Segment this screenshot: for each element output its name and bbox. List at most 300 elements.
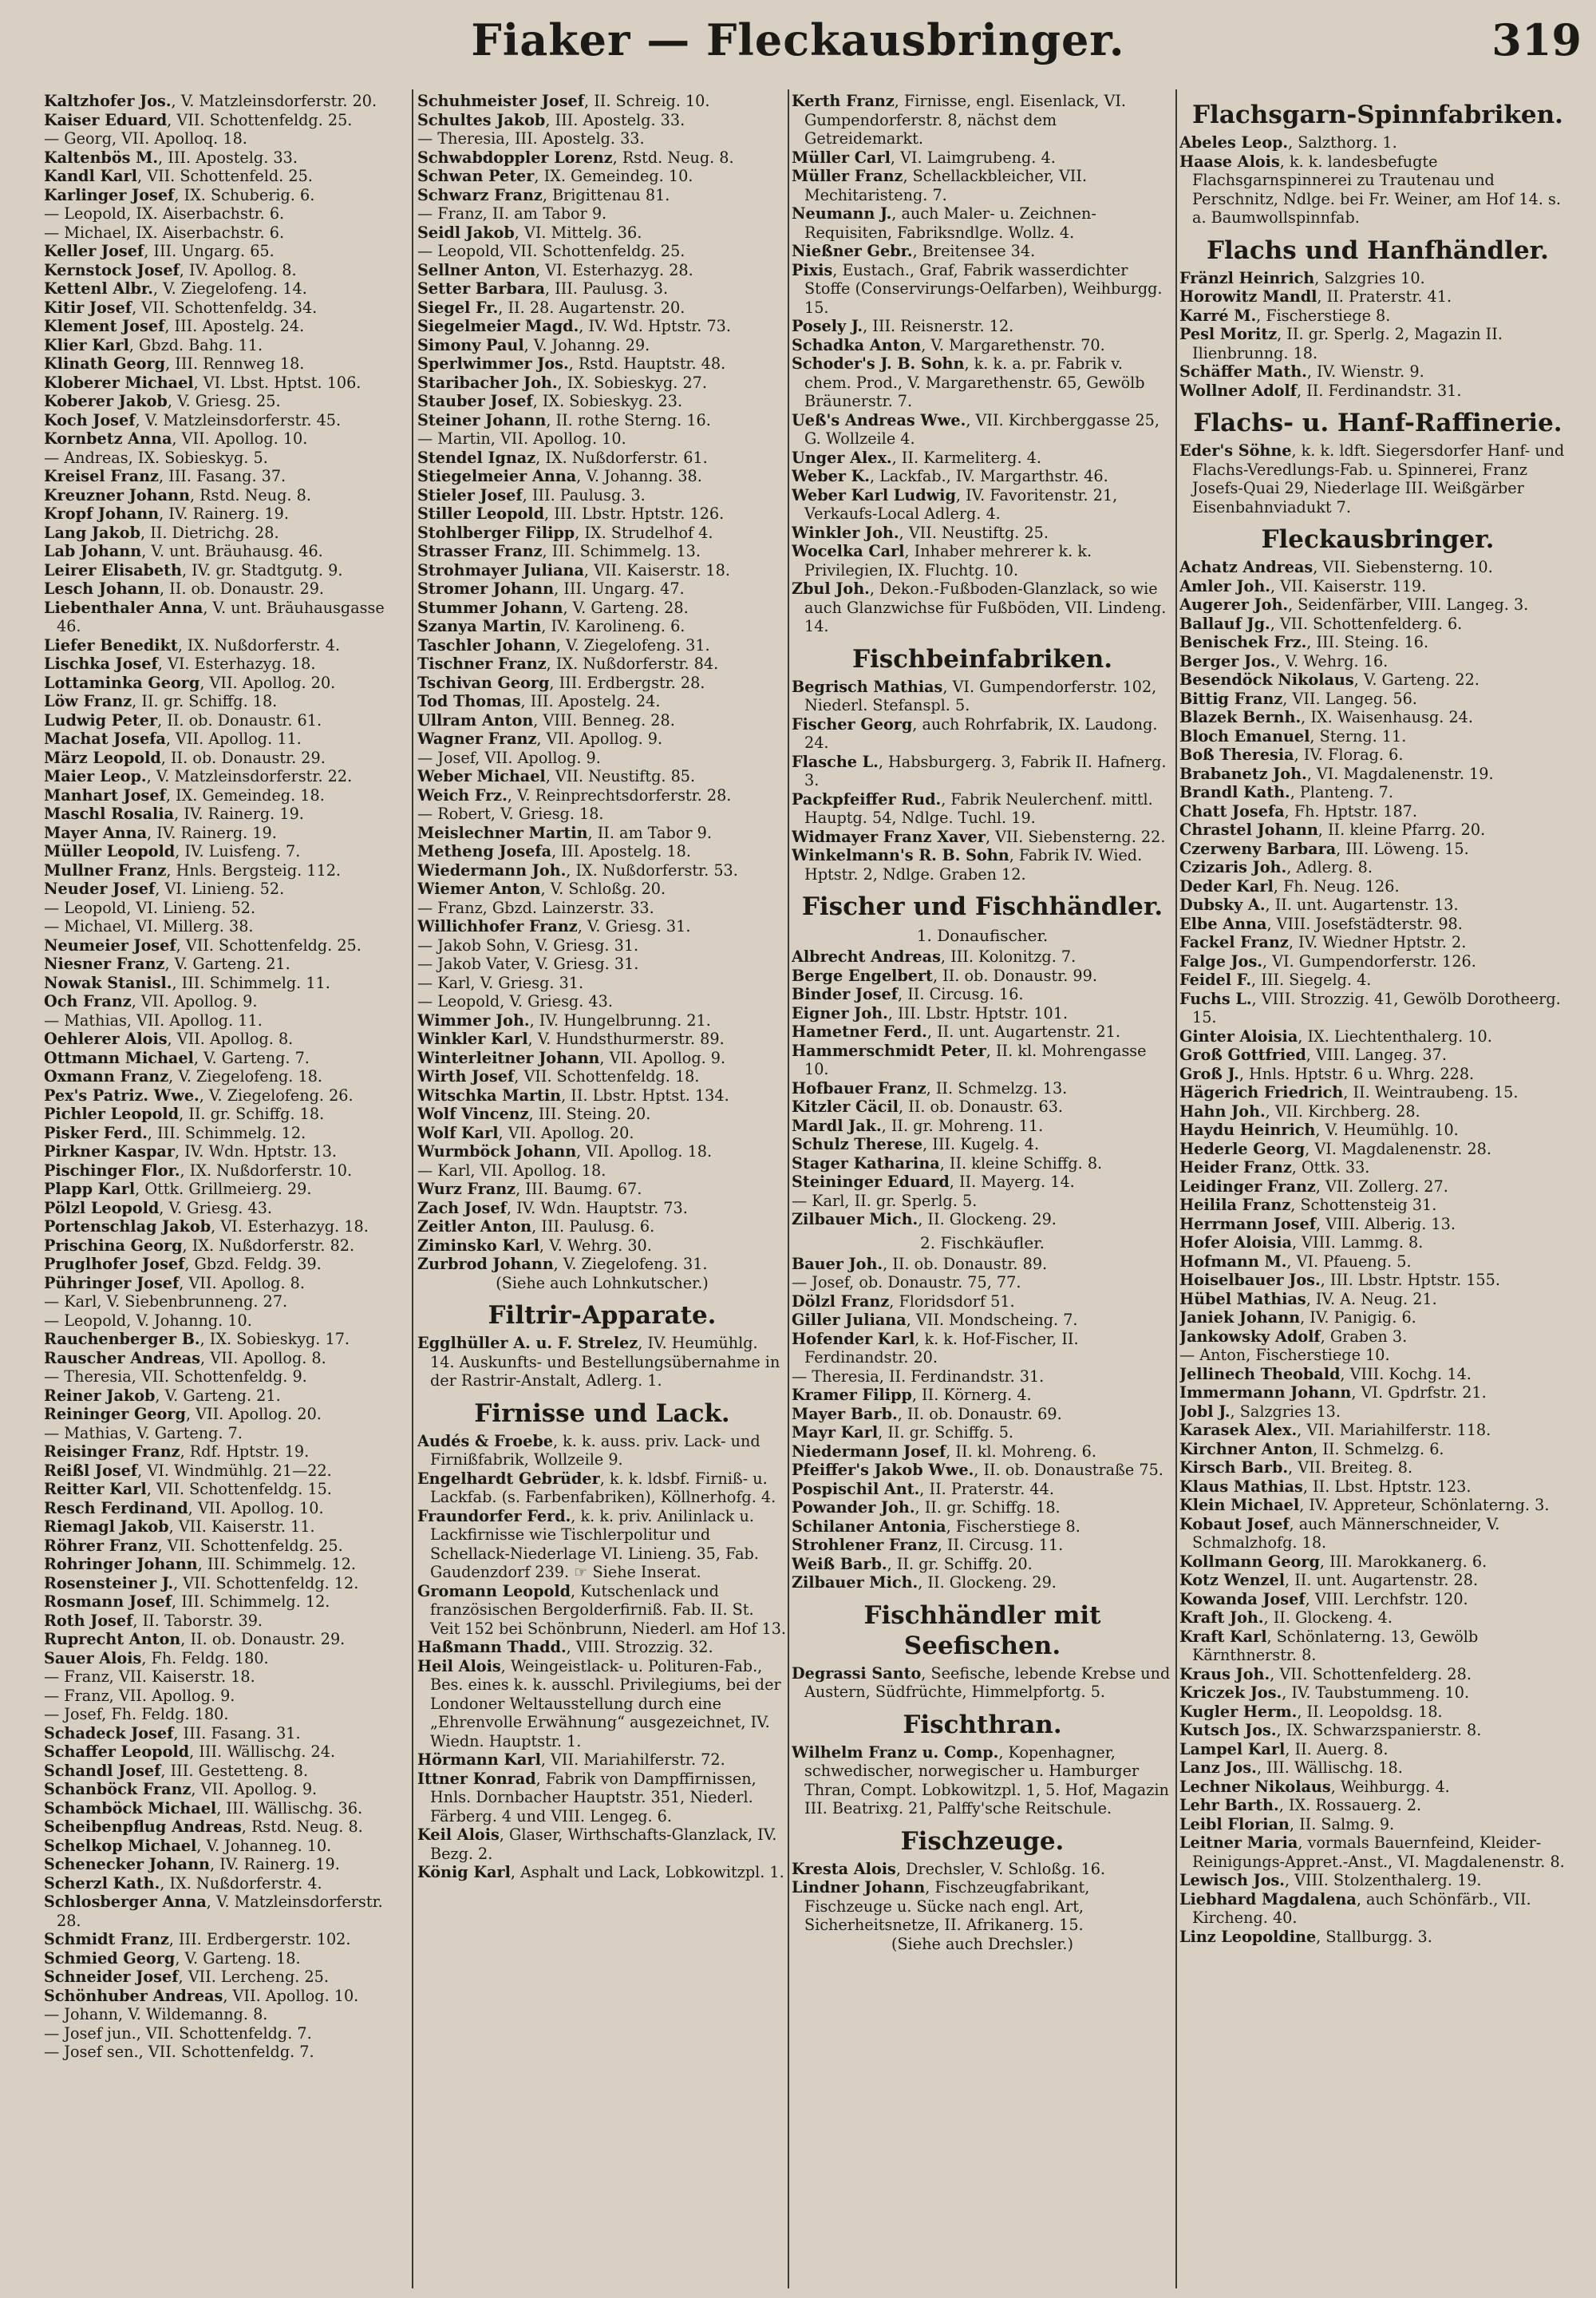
directory-entry: Kutsch Jos., IX. Schwarzspanierstr. 8. [1179, 1721, 1482, 1739]
directory-entry: Tschivan Georg, III. Erdbergstr. 28. [417, 673, 705, 692]
directory-entry: Rauscher Andreas, VII. Apollog. 8. [44, 1348, 326, 1367]
directory-entry: Zeitler Anton, III. Paulusg. 6. [417, 1217, 655, 1236]
directory-entry: Lab Johann, V. unt. Bräuhausg. 46. [44, 542, 323, 560]
directory-entry: Feidel F., III. Siegelg. 4. [1179, 971, 1372, 989]
directory-entry: Dubsky A., II. unt. Augartenstr. 13. [1179, 896, 1459, 914]
directory-entry: Scheibenpflug Andreas, Rstd. Neug. 8. [44, 1817, 363, 1836]
directory-entry: Kaiser Eduard, VII. Schottenfeldg. 25. [44, 110, 353, 129]
directory-entry: Nowak Stanisl., III. Schimmelg. 11. [44, 973, 330, 992]
directory-entry: Wimmer Joh., IV. Hungelbrunng. 21. [417, 1011, 711, 1030]
directory-entry: Flasche L., Habsburgerg. 3, Fabrik II. Hafnerg. 3. [792, 752, 1167, 789]
directory-entry: Elbe Anna, VIII. Josefstädterstr. 98. [1179, 914, 1463, 933]
directory-entry: Lindner Johann, Fischzeugfabrikant, Fischzeuge u. Sücke nach engl. Art, Sicherheitsnetze, II. Afrikanerg. 15. [792, 1878, 1090, 1934]
directory-entry: Schultes Jakob, III. Apostelg. 33. [417, 110, 685, 129]
directory-entry: Oxmann Franz, V. Ziegelofeng. 18. [44, 1067, 323, 1086]
directory-entry: Gromann Leopold, Kutschenlack und französischen Bergolderfirniß. Fab. II. St. Veit 152 bei Schönbrunn, Niederl. am Hof 13. [417, 1581, 787, 1638]
directory-entry: — Josef jun., VII. Schottenfeldg. 7. [44, 2023, 312, 2043]
section-heading: Flachs und Hanfhändler. [1207, 235, 1549, 265]
directory-entry: Steiner Johann, II. rothe Sterng. 16. [417, 410, 711, 429]
directory-entry: Lehr Barth., IX. Rossauerg. 2. [1179, 1796, 1422, 1814]
directory-entry: Kerth Franz, Firnisse, engl. Eisenlack, VI. Gumpendorferstr. 8, nächst dem Getreidemarkt. [792, 92, 1127, 148]
directory-entry: Kaltzhofer Jos., V. Matzleinsdorferstr. 20. [44, 92, 377, 110]
directory-entry: — Jakob Vater, V. Griesg. 31. [417, 955, 639, 973]
directory-entry: Weber K., Lackfab., IV. Margarthstr. 46. [792, 467, 1108, 485]
section-heading: Flachsgarn-Spinnfabriken. [1192, 101, 1563, 129]
directory-entry: Chrastel Johann, II. kleine Pfarrg. 20. [1179, 821, 1486, 839]
directory-entry: Lewisch Jos., VIII. Stolzenthalerg. 19. [1179, 1871, 1482, 1889]
directory-entry: Wirth Josef, VII. Schottenfeldg. 18. [417, 1067, 700, 1086]
directory-entry: Zurbrod Johann, V. Ziegelofeng. 31. [417, 1255, 708, 1273]
directory-entry: Benischek Frz., III. Steing. 16. [1179, 633, 1429, 651]
directory-entry: Kropf Johann, IV. Rainerg. 19. [44, 504, 289, 523]
cross-reference-note: (Siehe auch Drechsler.) [891, 1934, 1073, 1953]
directory-entry: Pühringer Josef, VII. Apollog. 8. [44, 1273, 305, 1292]
directory-entry: Janiek Johann, IV. Panigig. 6. [1179, 1308, 1416, 1327]
directory-entry: Kotz Wenzel, II. unt. Augartenstr. 28. [1179, 1571, 1479, 1589]
directory-entry: Fuchs L., VIII. Strozzig. 41, Gewölb Dorotheerg. 15. [1179, 989, 1561, 1026]
directory-entry: — Mathias, VII. Apollog. 11. [44, 1011, 263, 1030]
directory-entry: Kandl Karl, VII. Schottenfeld. 25. [44, 167, 313, 185]
directory-entry: Giller Juliana, VII. Mondscheing. 7. [792, 1311, 1078, 1329]
directory-entry: Karré M., Fischerstiege 8. [1179, 306, 1391, 325]
directory-entry: Schönhuber Andreas, VII. Apollog. 10. [44, 1986, 359, 2005]
directory-entry: — Leopold, V. Johanng. 10. [44, 1311, 252, 1330]
directory-entry: Kugler Herm., II. Leopoldsg. 18. [1179, 1702, 1443, 1721]
directory-entry: Horowitz Mandl, II. Praterstr. 41. [1179, 287, 1452, 306]
column-rule [1175, 89, 1177, 2288]
directory-entry: Deder Karl, Fh. Neug. 126. [1179, 876, 1400, 896]
directory-entry: Seidl Jakob, VI. Mittelg. 36. [417, 223, 642, 242]
directory-entry: Kobaut Josef, auch Männerschneider, V. Schmalzhofg. 18. [1179, 1514, 1500, 1552]
running-head [0, 8, 1596, 80]
directory-entry: Maier Leop., V. Matzleinsdorferstr. 22. [44, 767, 353, 785]
directory-entry: Pisker Ferd., III. Schimmelg. 12. [44, 1123, 306, 1142]
directory-entry: Eigner Joh., III. Lbstr. Hptstr. 101. [792, 1003, 1069, 1022]
directory-entry: Hübel Mathias, IV. A. Neug. 21. [1179, 1289, 1437, 1308]
directory-entry: Meislechner Martin, II. am Tabor 9. [417, 823, 712, 842]
directory-entry: Sauer Alois, Fh. Feldg. 180. [44, 1648, 269, 1667]
directory-entry: Schuhmeister Josef, II. Schreig. 10. [417, 92, 710, 110]
directory-entry: Prischina Georg, IX. Nußdorferstr. 82. [44, 1236, 355, 1255]
directory-entry: Achatz Andreas, VII. Siebensterng. 10. [1179, 558, 1493, 576]
directory-entry: Augerer Joh., Seidenfärber, VIII. Langeg. 3. [1179, 595, 1529, 614]
directory-entry: Röhrer Franz, VII. Schottenfeldg. 25. [44, 1536, 343, 1555]
directory-entry: Kettenl Albr., V. Ziegelofeng. 14. [44, 279, 307, 298]
directory-entry: Leirer Elisabeth, IV. gr. Stadtgutg. 9. [44, 560, 343, 579]
directory-entry: Falge Jos., VI. Gumpendorferstr. 126. [1179, 951, 1476, 971]
directory-entry: Linz Leopoldine, Stallburgg. 3. [1179, 1927, 1432, 1946]
directory-entry: Wolf Vincenz, III. Steing. 20. [417, 1105, 651, 1123]
directory-entry: Weich Frz., V. Reinprechtsdorferstr. 28. [417, 785, 732, 805]
directory-entry: Lanz Jos., III. Wällischg. 18. [1179, 1758, 1403, 1777]
column-rule [788, 89, 789, 2288]
column-4 [1179, 92, 1576, 2287]
directory-entry: Hametner Ferd., II. unt. Augartenstr. 21. [792, 1022, 1120, 1041]
directory-entry: Schlosberger Anna, V. Matzleinsdorferstr. 28. [44, 1893, 383, 1930]
directory-entry: Strohmayer Juliana, VII. Kaiserstr. 18. [417, 560, 730, 579]
directory-entry: Hammerschmidt Peter, II. kl. Mohrengasse 10. [792, 1041, 1147, 1078]
directory-entry: Ballauf Jg., VII. Schottenfelderg. 6. [1179, 614, 1463, 633]
directory-entry: Schenecker Johann, IV. Rainerg. 19. [44, 1855, 340, 1873]
directory-entry: Steininger Eduard, II. Mayerg. 14. [792, 1173, 1075, 1191]
directory-entry: Müller Carl, VI. Laimgrubeng. 4. [792, 148, 1056, 167]
directory-entry: Kitir Josef, VII. Schottenfeldg. 34. [44, 298, 318, 317]
directory-entry: Stohlberger Filipp, IX. Strudelhof 4. [417, 523, 713, 542]
directory-entry: — Theresia, II. Ferdinandstr. 31. [792, 1367, 1045, 1386]
directory-entry: Setter Barbara, III. Paulusg. 3. [417, 279, 669, 298]
section-heading: Fischzeuge. [900, 1826, 1065, 1856]
directory-entry: Kirchner Anton, II. Schmelzg. 6. [1179, 1439, 1444, 1458]
directory-entry: Eder's Söhne, k. k. ldft. Siegersdorfer Hanf- und Flachs-Veredlungs-Fab. u. Spinnerei, Franz Josefs-Quai 29, Niederlage III. Weißgärber Eisenbahnviadukt 7. [1179, 441, 1565, 516]
directory-entry: Hofender Karl, k. k. Hof-Fischer, II. Ferdinandstr. 20. [792, 1329, 1079, 1367]
directory-entry: Neumann J., auch Maler- u. Zeichnen-Requisiten, Fabriksndlge. Wollz. 4. [792, 204, 1096, 242]
directory-entry: Widmayer Franz Xaver, VII. Siebensterng. 22. [792, 827, 1166, 846]
directory-entry: Klein Michael, IV. Appreteur, Schönlaterng. 3. [1179, 1496, 1550, 1514]
directory-entry: — Karl, VII. Apollog. 18. [417, 1161, 606, 1180]
directory-entry: Fränzl Heinrich, Salzgries 10. [1179, 268, 1425, 287]
directory-entry: Lottaminka Georg, VII. Apollog. 20. [44, 673, 336, 692]
directory-entry: Haßmann Thadd., VIII. Strozzig. 32. [417, 1638, 713, 1656]
directory-entry: Klaus Mathias, II. Lbst. Hptstr. 123. [1179, 1477, 1472, 1496]
directory-entry: Mullner Franz, Hnls. Bergsteig. 112. [44, 860, 342, 880]
directory-entry: Rosensteiner J., VII. Schottenfeldg. 12. [44, 1573, 359, 1592]
directory-entry: Staribacher Joh., IX. Sobieskyg. 27. [417, 373, 707, 392]
directory-entry: — Karl, II. gr. Sperlg. 5. [792, 1191, 978, 1210]
directory-entry: Schoder's J. B. Sohn, k. k. a. pr. Fabrik v. chem. Prod., V. Margarethenstr. 65, Gewölb Bräunerstr. 7. [792, 354, 1145, 410]
directory-entry: Winterleitner Johann, VII. Apollog. 9. [417, 1048, 726, 1067]
directory-entry: Heider Franz, Ottk. 33. [1179, 1158, 1370, 1177]
directory-entry: Kriczek Jos., IV. Taubstummeng. 10. [1179, 1683, 1470, 1702]
directory-entry: Kraus Joh., VII. Schottenfelderg. 28. [1179, 1664, 1472, 1683]
directory-entry: — Mathias, V. Garteng. 7. [44, 1423, 243, 1442]
directory-entry: — Leopold, VI. Linieng. 52. [44, 898, 256, 917]
directory-entry: Lesch Johann, II. ob. Donaustr. 29. [44, 579, 324, 598]
directory-entry: Mayer Barb., II. ob. Donaustr. 69. [792, 1404, 1062, 1423]
directory-entry: Herrmann Josef, VIII. Alberig. 13. [1179, 1214, 1456, 1233]
directory-entry: — Georg, VII. Apolloq. 18. [44, 129, 247, 148]
directory-entry: Audés & Froebe, k. k. auss. priv. Lack- und Firnißfabrik, Wollzeile 9. [417, 1431, 760, 1469]
directory-entry: Reiner Jakob, V. Garteng. 21. [44, 1386, 281, 1405]
directory-entry: Reininger Georg, VII. Apollog. 20. [44, 1405, 322, 1423]
directory-entry: Witschka Martin, II. Lbstr. Hptst. 134. [417, 1086, 729, 1105]
directory-entry: Taschler Johann, V. Ziegelofeng. 31. [417, 635, 710, 655]
directory-entry: Degrassi Santo, Seefische, lebende Krebse und Austern, Südfrüchte, Himmelpfortg. 5. [792, 1663, 1171, 1701]
section-heading: Fischbeinfabriken. [851, 644, 1113, 674]
directory-entry: Schelkop Michael, V. Johanneg. 10. [44, 1836, 332, 1855]
directory-entry: — Franz, VII. Apollog. 9. [44, 1686, 235, 1705]
directory-entry: Bauer Joh., II. ob. Donaustr. 89. [792, 1254, 1048, 1273]
directory-entry: Kloberer Michael, VI. Lbst. Hptst. 106. [44, 373, 361, 392]
directory-entry: Wocelka Carl, Inhaber mehrerer k. k. Privilegien, IX. Fluchtg. 10. [792, 542, 1092, 579]
directory-entry: Oehlerer Alois, VII. Apollog. 8. [44, 1030, 294, 1048]
directory-entry: Simony Paul, V. Johanng. 29. [417, 335, 650, 354]
directory-entry: Kreisel Franz, III. Fasang. 37. [44, 467, 286, 485]
directory-entry: Besendöck Nikolaus, V. Garteng. 22. [1179, 670, 1479, 689]
sub-heading: 1. Donaufischer. [916, 926, 1049, 945]
directory-entry: Szanya Martin, IV. Karolineng. 6. [417, 617, 685, 635]
directory-entry: Schanböck Franz, VII. Apollog. 9. [44, 1780, 318, 1798]
directory-entry: Pfeiffer's Jakob Wwe., II. ob. Donaustraße 75. [792, 1461, 1163, 1479]
directory-entry: Plapp Karl, Ottk. Grillmeierg. 29. [44, 1180, 312, 1198]
directory-entry: Winkler Karl, V. Hundsthurmerstr. 89. [417, 1030, 725, 1048]
directory-entry: Niesner Franz, V. Garteng. 21. [44, 955, 290, 973]
directory-entry: — Johann, V. Wildemanng. 8. [44, 2005, 268, 2023]
directory-entry: Fackel Franz, IV. Wiedner Hptstr. 2. [1179, 933, 1467, 951]
directory-entry: Pex's Patriz. Wwe., V. Ziegelofeng. 26. [44, 1086, 354, 1105]
directory-entry: Kirsch Barb., VII. Breiteg. 8. [1179, 1458, 1413, 1477]
directory-entry: Och Franz, VII. Apollog. 9. [44, 992, 258, 1011]
directory-entry: Wiemer Anton, V. Schloßg. 20. [417, 880, 666, 898]
directory-entry: Liebhard Magdalena, auch Schönfärb., VII. Kircheng. 40. [1179, 1889, 1531, 1927]
directory-entry: — Franz, VII. Kaiserstr. 18. [44, 1667, 255, 1686]
directory-entry: Pruglhofer Josef, Gbzd. Feldg. 39. [44, 1255, 322, 1273]
directory-entry: Mayer Anna, IV. Rainerg. 19. [44, 823, 277, 842]
directory-entry: Hörmann Karl, VII. Mariahilferstr. 72. [417, 1750, 725, 1769]
directory-entry: Wollner Adolf, II. Ferdinandstr. 31. [1179, 381, 1462, 400]
directory-entry: Müller Franz, Schellackbleicher, VII. Mechitaristeng. 7. [792, 167, 1088, 204]
directory-entry: Unger Alex., II. Karmeliterg. 4. [792, 448, 1041, 467]
directory-entry: Strohlener Franz, II. Circusg. 11. [792, 1536, 1064, 1554]
directory-entry: Dölzl Franz, Floridsdorf 51. [792, 1291, 1015, 1311]
directory-entry: Karlinger Josef, IX. Schuberig. 6. [44, 185, 315, 204]
directory-entry: Hederle Georg, VI. Magdalenenstr. 28. [1179, 1139, 1491, 1158]
directory-entry: Schamböck Michael, III. Wällischg. 36. [44, 1798, 363, 1817]
sub-heading: 2. Fischkäufler. [920, 1232, 1045, 1252]
directory-entry: Lang Jakob, II. Dietrichg. 28. [44, 523, 279, 542]
directory-entry: Schäffer Math., IV. Wienstr. 9. [1179, 362, 1424, 381]
directory-entry: Pesl Moritz, II. gr. Sperlg. 2, Magazin II. Ilienbrunng. 18. [1179, 325, 1503, 362]
directory-entry: Karasek Alex., VII. Mariahilferstr. 118. [1179, 1421, 1491, 1439]
column-rule [412, 89, 413, 2288]
directory-entry: Pölzl Leopold, V. Griesg. 43. [44, 1198, 273, 1217]
column-3 [792, 92, 1173, 2287]
directory-entry: Zilbauer Mich., II. Glockeng. 29. [792, 1573, 1057, 1592]
directory-entry: Wiedermann Joh., IX. Nußdorferstr. 53. [417, 860, 738, 880]
directory-entry: Engelhardt Gebrüder, k. k. ldsbf. Firniß- u. Lackfab. (s. Farbenfabriken), Köllnerhofg. 4. [417, 1469, 776, 1506]
directory-entry: Hägerich Friedrich, II. Weintraubeng. 15. [1179, 1083, 1519, 1102]
directory-entry: Neuder Josef, VI. Linieng. 52. [44, 880, 285, 898]
directory-entry: Pixis, Eustach., Graf, Fabrik wasserdichter Stoffe (Conservirungs-Oelfarben), Weihburgg. 15. [792, 260, 1163, 317]
directory-entry: Fischer Georg, auch Rohrfabrik, IX. Laudong. 24. [792, 714, 1158, 752]
directory-entry: Wolf Karl, VII. Apollog. 20. [417, 1123, 634, 1142]
directory-entry: Liefer Benedikt, IX. Nußdorferstr. 4. [44, 635, 341, 655]
directory-entry: Stager Katharina, II. kleine Schiffg. 8. [792, 1153, 1103, 1173]
directory-entry: — Karl, V. Siebenbrunneng. 27. [44, 1292, 288, 1311]
directory-entry: Kornbetz Anna, VII. Apollog. 10. [44, 429, 308, 448]
directory-entry: Weber Michael, VII. Neustiftg. 85. [417, 767, 696, 785]
directory-entry: Berger Jos., V. Wehrg. 16. [1179, 651, 1389, 670]
directory-entry: Kaltenbös M., III. Apostelg. 33. [44, 148, 298, 167]
directory-entry: Wurmböck Johann, VII. Apollog. 18. [417, 1142, 713, 1161]
directory-entry: Schwarz Franz, Brigittenau 81. [417, 185, 670, 204]
directory-entry: Bittig Franz, VII. Langeg. 56. [1179, 689, 1417, 708]
directory-entry: Kitzler Cäcil, II. ob. Donaustr. 63. [792, 1098, 1063, 1116]
directory-entry: Haase Alois, k. k. landesbefugte Flachsgarnspinnerei zu Trautenau und Perschnitz, Ndlge. bei Fr. Weiner, am Hof 14. s. a. Baumwollspinnfab. [1179, 152, 1561, 227]
page-number: 319 [1491, 14, 1582, 65]
directory-entry: — Robert, V. Griesg. 18. [417, 805, 604, 823]
directory-entry: — Leopold, V. Griesg. 43. [417, 992, 613, 1011]
directory-entry: — Karl, V. Griesg. 31. [417, 973, 584, 992]
directory-entry: Wurz Franz, III. Baumg. 67. [417, 1180, 642, 1198]
directory-entry: Weber Karl Ludwig, IV. Favoritenstr. 21, Verkaufs-Local Adlerg. 4. [792, 485, 1118, 523]
directory-entry: — Jakob Sohn, V. Griesg. 31. [417, 935, 639, 955]
directory-entry: Pirkner Kaspar, IV. Wdn. Hptstr. 13. [44, 1142, 338, 1161]
directory-entry: Pischinger Flor., IX. Nußdorferstr. 10. [44, 1161, 353, 1180]
directory-entry: Hoiselbauer Jos., III. Lbstr. Hptstr. 155. [1179, 1271, 1500, 1289]
directory-entry: — Andreas, IX. Sobieskyg. 5. [44, 448, 268, 467]
directory-entry: Lampel Karl, II. Auerg. 8. [1179, 1739, 1389, 1758]
directory-entry: Heil Alois, Weingeistlack- u. Polituren-Fab., Bes. eines k. k. ausschl. Privilegiums, bei der Londoner Weltausstellung durch eine „Ehrenvolle Erwähnung“ ausgezeichnet, IV. Wiedn. Hauptstr. 1. [417, 1656, 781, 1750]
section-heading: Firnisse und Lack. [474, 1398, 730, 1428]
section-heading: Filtrir-Apparate. [488, 1301, 717, 1330]
directory-entry: — Martin, VII. Apollog. 10. [417, 429, 626, 448]
directory-entry: — Theresia, VII. Schottenfeldg. 9. [44, 1367, 307, 1386]
directory-entry: Boß Theresia, IV. Florag. 6. [1179, 746, 1404, 764]
directory-entry: Löw Franz, II. gr. Schiffg. 18. [44, 692, 278, 710]
directory-entry: Stiller Leopold, III. Lbstr. Hptstr. 126. [417, 504, 725, 523]
directory-entry: Stummer Johann, V. Garteng. 28. [417, 598, 689, 617]
directory-entry: Resch Ferdinand, VII. Apollog. 10. [44, 1498, 324, 1517]
directory-entry: Reißl Josef, VI. Windmühlg. 21—22. [44, 1461, 332, 1480]
directory-entry: Machat Josefa, VII. Apollog. 11. [44, 730, 302, 748]
directory-entry: Czerweny Barbara, III. Löweng. 15. [1179, 839, 1469, 858]
directory-entry: Powander Joh., II. gr. Schiffg. 18. [792, 1498, 1061, 1517]
directory-entry: Metheng Josefa, III. Apostelg. 18. [417, 842, 691, 860]
directory-entry: Roth Josef, II. Taborstr. 39. [44, 1611, 263, 1630]
directory-entry: Koch Josef, V. Matzleinsdorferstr. 45. [44, 410, 342, 429]
directory-entry: Portenschlag Jakob, VI. Esterhazyg. 18. [44, 1217, 369, 1236]
directory-entry: Niedermann Josef, II. kl. Mohreng. 6. [792, 1442, 1096, 1461]
directory-entry: März Leopold, II. ob. Donaustr. 29. [44, 748, 326, 767]
directory-entry: Reisinger Franz, Rdf. Hptstr. 19. [44, 1442, 310, 1461]
section-heading: Fischthran. [903, 1710, 1062, 1739]
directory-entry: Reitter Karl, VII. Schottenfeldg. 15. [44, 1480, 332, 1498]
directory-entry: Liebenthaler Anna, V. unt. Bräuhausgasse 46. [44, 598, 385, 635]
directory-entry: Fraundorfer Ferd., k. k. priv. Anilinlack u. Lackfirnisse wie Tischlerpolitur und Schellack-Niederlage VI. Linieng. 35, Fab. Gaudenzdorf 239. ☞ Siehe Inserat. [417, 1506, 759, 1581]
directory-entry: Stiegelmeier Anna, V. Johanng. 38. [417, 467, 702, 485]
directory-entry: Schandl Josef, III. Gestetteng. 8. [44, 1761, 309, 1780]
directory-entry: Groß J., Hnls. Hptstr. 6 u. Whrg. 228. [1179, 1064, 1475, 1083]
directory-entry: Binder Josef, II. Circusg. 16. [792, 985, 1024, 1003]
directory-entry: — Michael, VI. Millerg. 38. [44, 917, 254, 935]
directory-entry: Schwabdoppler Lorenz, Rstd. Neug. 8. [417, 148, 734, 167]
directory-entry: Neumeier Josef, VII. Schottenfeldg. 25. [44, 935, 361, 955]
directory-entry: Rosmann Josef, III. Schimmelg. 12. [44, 1592, 330, 1611]
directory-entry: Strasser Franz, III. Schimmelg. 13. [417, 542, 701, 560]
directory-entry: Bloch Emanuel, Sterng. 11. [1179, 726, 1407, 746]
directory-entry: Brabanetz Joh., VI. Magdalenenstr. 19. [1179, 764, 1494, 783]
section-heading: Fleckausbringer. [1261, 525, 1495, 554]
directory-entry: Albrecht Andreas, III. Kolonitzg. 7. [792, 947, 1077, 966]
directory-entry: Immermann Johann, VI. Gpdrfstr. 21. [1179, 1383, 1487, 1402]
directory-entry: Berge Engelbert, II. ob. Donaustr. 99. [792, 966, 1097, 985]
directory-entry: Blazek Bernh., IX. Waisenhausg. 24. [1179, 708, 1473, 726]
directory-entry: — Theresia, III. Apostelg. 33. [417, 129, 645, 148]
directory-entry: Ullram Anton, VIII. Benneg. 28. [417, 710, 675, 730]
directory-entry: Hofer Aloisia, VIII. Lammg. 8. [1179, 1233, 1424, 1252]
directory-entry: Klinath Georg, III. Rennweg 18. [44, 354, 305, 373]
directory-entry: Zilbauer Mich., II. Glockeng. 29. [792, 1210, 1057, 1228]
section-heading: Fischer und Fischhändler. [801, 892, 1163, 921]
column-1 [44, 92, 407, 2287]
directory-entry: Abeles Leop., Salzthorg. 1. [1179, 133, 1397, 152]
directory-entry: Stauber Josef, IX. Sobieskyg. 23. [417, 392, 683, 410]
page-title: Fiaker — Fleckausbringer. [471, 14, 1125, 65]
directory-entry: Tischner Franz, IX. Nußdorferstr. 84. [417, 655, 719, 673]
directory-entry: Groß Gottfried, VIII. Langeg. 37. [1179, 1046, 1447, 1064]
directory-entry: Pichler Leopold, II. gr. Schiffg. 18. [44, 1105, 325, 1123]
directory-entry: König Karl, Asphalt und Lack, Lobkowitzpl. 1. [417, 1863, 784, 1881]
directory-entry: Rauchenberger B., IX. Sobieskyg. 17. [44, 1330, 350, 1348]
directory-entry: Jellinech Theobald, VIII. Kochg. 14. [1179, 1364, 1472, 1383]
directory-entry: Winkelmann's R. B. Sohn, Fabrik IV. Wied. Hptstr. 2, Ndlge. Graben 12. [792, 846, 1143, 884]
directory-entry: Egglhüller A. u. F. Strelez, IV. Heumühlg. 14. Auskunfts- und Bestellungsübernahme in der Rastrir-Anstalt, Adlerg. 1. [417, 1334, 780, 1390]
directory-entry: Sellner Anton, VI. Esterhazyg. 28. [417, 260, 693, 279]
directory-entry: — Franz, II. am Tabor 9. [417, 204, 607, 223]
directory-entry: Ludwig Peter, II. ob. Donaustr. 61. [44, 710, 322, 730]
directory-entry: — Josef sen., VII. Schottenfeldg. 7. [44, 2043, 314, 2061]
directory-entry: Schadka Anton, V. Margarethenstr. 70. [792, 335, 1105, 354]
column-2 [417, 92, 787, 2287]
directory-entry: Kollmann Georg, III. Marokkanerg. 6. [1179, 1552, 1487, 1571]
directory-entry: Mardl Jak., II. gr. Mohreng. 11. [792, 1116, 1044, 1135]
directory-entry: Rohringer Johann, III. Schimmelg. 12. [44, 1555, 357, 1573]
directory-entry: Winkler Joh., VII. Neustiftg. 25. [792, 523, 1049, 542]
directory-entry: Posely J., III. Reisnerstr. 12. [792, 317, 1014, 335]
directory-entry: Weiß Barb., II. gr. Schiffg. 20. [792, 1554, 1033, 1573]
directory-entry: Schmidt Franz, III. Erdbergerstr. 102. [44, 1930, 351, 1948]
directory-entry: Lechner Nikolaus, Weihburgg. 4. [1179, 1777, 1450, 1796]
directory-entry: — Michael, IX. Aiserbachstr. 6. [44, 223, 285, 242]
directory-entry: Jobl J., Salzgries 13. [1179, 1402, 1341, 1421]
directory-entry: Stieler Josef, III. Paulusg. 3. [417, 485, 646, 504]
directory-entry: Schmied Georg, V. Garteng. 18. [44, 1948, 301, 1968]
directory-entry: Schwan Peter, IX. Gemeindeg. 10. [417, 167, 693, 185]
directory-entry: — Anton, Fischerstiege 10. [1179, 1346, 1390, 1364]
directory-entry: Stendel Ignaz, IX. Nußdorferstr. 61. [417, 448, 708, 467]
directory-entry: Haydu Heinrich, V. Heumühlg. 10. [1179, 1121, 1459, 1139]
directory-entry: Chatt Josefa, Fh. Hptstr. 187. [1179, 801, 1417, 821]
directory-entry: Scherzl Kath., IX. Nußdorferstr. 4. [44, 1873, 322, 1893]
directory-entry: — Franz, Gbzd. Lainzerstr. 33. [417, 898, 654, 917]
directory-entry: Siegelmeier Magd., IV. Wd. Hptstr. 73. [417, 317, 731, 335]
section-heading: Fischhändler mit Seefischen. [863, 1600, 1101, 1660]
directory-entry: Nießner Gebr., Breitensee 34. [792, 242, 1036, 260]
directory-entry: Leibl Florian, II. Salmg. 9. [1179, 1814, 1395, 1833]
directory-entry: Tod Thomas, III. Apostelg. 24. [417, 692, 661, 710]
directory-entry: Maschl Rosalia, IV. Rainerg. 19. [44, 805, 304, 823]
directory-entry: Heilila Franz, Schottensteig 31. [1179, 1196, 1437, 1214]
directory-entry: Kraft Joh., II. Glockeng. 4. [1179, 1608, 1393, 1627]
directory-entry: Riemagl Jakob, VII. Kaiserstr. 11. [44, 1517, 315, 1536]
directory-entry: Wilhelm Franz u. Comp., Kopenhagner, schwedischer, norwegischer u. Hamburger Thran, Compt. Lobkowitzpl. 1, 5. Hof, Magazin III. Beatrixg. 21, Palffy'sche Reitschule. [792, 1742, 1169, 1817]
directory-entry: Koberer Jakob, V. Griesg. 25. [44, 392, 281, 410]
directory-entry: Packpfeiffer Rud., Fabrik Neulerchenf. mittl. Hauptg. 54, Ndlge. Tuchl. 19. [792, 789, 1153, 827]
directory-entry: Ueß's Andreas Wwe., VII. Kirchberggasse 25, G. Wollzeile 4. [792, 410, 1159, 448]
directory-entry: Brandl Kath., Planteng. 7. [1179, 783, 1393, 801]
directory-entry: Ruprecht Anton, II. ob. Donaustr. 29. [44, 1630, 346, 1648]
directory-entry: Ginter Aloisia, IX. Liechtenthalerg. 10. [1179, 1026, 1492, 1046]
directory-entry: Kernstock Josef, IV. Apollog. 8. [44, 260, 297, 279]
directory-entry: Hofmann M., VI. Pfaueng. 5. [1179, 1252, 1412, 1271]
directory-entry: Wagner Franz, VII. Apollog. 9. [417, 730, 663, 748]
directory-entry: — Leopold, IX. Aiserbachstr. 6. [44, 204, 285, 223]
directory-entry: Kraft Karl, Schönlaterng. 13, Gewölb Kärnthnerstr. 8. [1179, 1627, 1479, 1664]
directory-entry: Czizaris Joh., Adlerg. 8. [1179, 858, 1373, 876]
directory-entry: Ottmann Michael, V. Garteng. 7. [44, 1048, 310, 1067]
directory-entry: Manhart Josef, IX. Gemeindeg. 18. [44, 785, 325, 805]
directory-entry: Hofbauer Franz, II. Schmelzg. 13. [792, 1078, 1068, 1098]
